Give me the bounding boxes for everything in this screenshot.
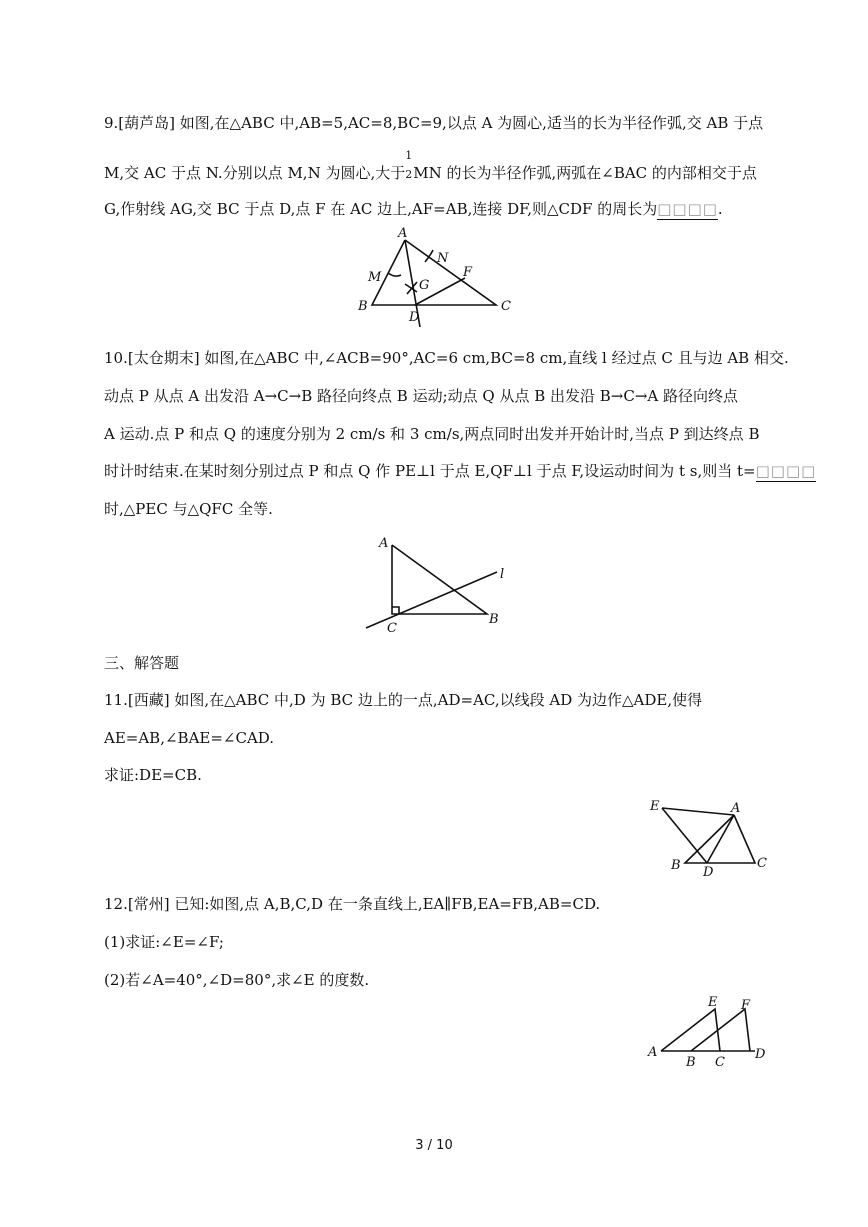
fraction-denominator: 2 <box>405 168 413 181</box>
q10-line4 <box>104 461 816 482</box>
q9-diagram <box>355 226 525 330</box>
q10-line3: A 运动.点 P 和点 Q 的速度分别为 2 cm/s 和 3 cm/s,两点同时出发并开始计时,当点 P 到达终点 B <box>104 425 760 443</box>
q11-segment-ea <box>662 808 734 815</box>
q9-label-m: M <box>368 270 382 285</box>
q11-segment-ad <box>707 815 734 863</box>
q12-label-a: A <box>648 1045 658 1060</box>
q11-line3: 求证:DE=CB. <box>104 766 202 784</box>
q9-line3 <box>104 199 723 220</box>
q12-line3: (2)若∠A=40°,∠D=80°,求∠E 的度数. <box>104 971 370 989</box>
q10-label-c: C <box>387 621 397 636</box>
q11-line1: 11.[西藏] 如图,在△ABC 中,D 为 BC 边上的一点,AD=AC,以线段 AD 为边作△ADE,使得 <box>104 691 703 709</box>
q10-answer-blank: □□□□ <box>755 462 817 480</box>
fraction-one-half <box>405 149 413 185</box>
q11-diagram <box>645 798 775 880</box>
q9-line3-period: . <box>717 200 723 218</box>
q9-label-a: A <box>398 226 408 241</box>
q9-answer-blank: □□□□ <box>657 200 718 218</box>
q9-line1: 9.[葫芦岛] 如图,在△ABC 中,AB=5,AC=8,BC=9,以点 A 为圆心,适当的长为半径作弧,交 AB 于点 <box>104 114 764 132</box>
section-heading: 三、解答题 <box>104 654 180 672</box>
q11-label-a: A <box>731 801 741 816</box>
q9-line3-text: G,作射线 AG,交 BC 于点 D,点 F 在 AC 边上,AF=AB,连接 DF,则△CDF 的周长为 <box>104 200 658 218</box>
q12-label-f: F <box>741 998 751 1013</box>
q9-label-d: D <box>409 310 420 325</box>
q12-label-c: C <box>715 1055 725 1070</box>
q10-line5: 时,△PEC 与△QFC 全等. <box>104 500 273 518</box>
fraction-numerator: 1 <box>405 149 413 162</box>
q10-triangle <box>392 545 487 614</box>
q11-label-d: D <box>703 865 714 880</box>
q9-label-n: N <box>437 251 449 266</box>
q9-label-f: F <box>463 265 473 280</box>
q12-line1: 12.[常州] 已知:如图,点 A,B,C,D 在一条直线上,EA∥FB,EA=FB,AB=CD. <box>104 895 601 913</box>
q9-line2 <box>104 149 757 185</box>
q12-line2: (1)求证:∠E=∠F; <box>104 933 224 951</box>
q11-label-c: C <box>757 856 767 871</box>
q10-line-l <box>366 572 497 628</box>
page-number: 3 / 10 <box>415 1138 453 1153</box>
q10-line4-text: 时计时结束.在某时刻分别过点 P 和点 Q 作 PE⊥l 于点 E,QF⊥l 于点 F,设运动时间为 t s,则当 t= <box>104 462 756 480</box>
q9-label-b: B <box>358 299 368 314</box>
q9-arc-m <box>388 273 401 276</box>
q9-line2-start: M,交 AC 于点 N.分别以点 M,N 为圆心,大于 <box>104 164 406 182</box>
q10-line2: 动点 P 从点 A 出发沿 A→C→B 路径向终点 B 运动;动点 Q 从点 B 出发沿 B→C→A 路径向终点 <box>104 387 739 405</box>
q11-segment-ed <box>662 808 707 863</box>
q12-label-b: B <box>686 1055 696 1070</box>
q12-label-e: E <box>708 995 718 1010</box>
q12-label-d: D <box>755 1047 766 1062</box>
q10-line1: 10.[太仓期末] 如图,在△ABC 中,∠ACB=90°,AC=6 cm,BC=8 cm,直线 l 经过点 C 且与边 AB 相交. <box>104 349 789 367</box>
q9-label-g: G <box>419 278 430 293</box>
q10-label-a: A <box>379 536 389 551</box>
q9-label-c: C <box>501 299 511 314</box>
q12-triangle-eac <box>661 1009 720 1051</box>
q12-diagram <box>645 993 775 1073</box>
q10-label-l: l <box>500 567 505 582</box>
q10-diagram <box>360 534 520 638</box>
q11-line2: AE=AB,∠BAE=∠CAD. <box>104 729 275 747</box>
q12-triangle-fbd <box>691 1009 750 1051</box>
q11-label-e: E <box>650 799 660 814</box>
q9-line2-end: MN 的长为半径作弧,两弧在∠BAC 的内部相交于点 <box>413 164 757 182</box>
q11-label-b: B <box>671 858 681 873</box>
q10-label-b: B <box>489 612 499 627</box>
q10-right-angle <box>392 607 399 614</box>
